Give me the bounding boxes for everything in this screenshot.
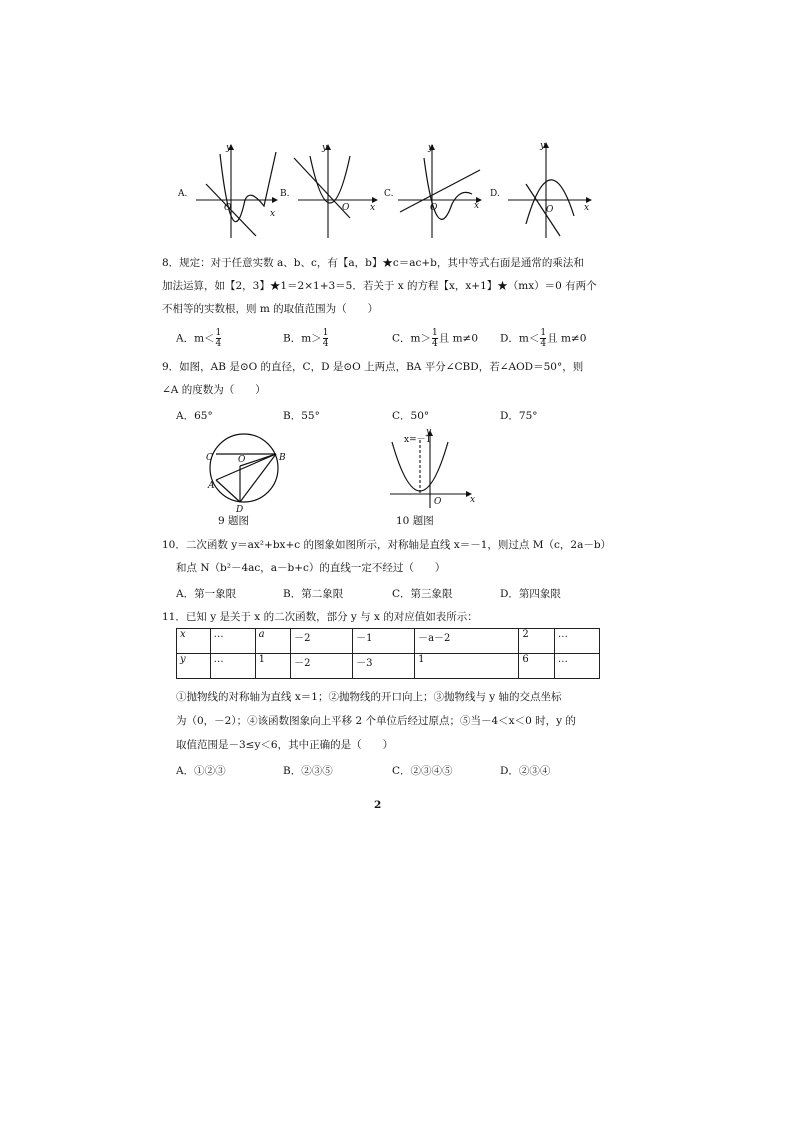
q10-option-d[interactable]: D．第四象限 xyxy=(500,588,561,600)
table-cell: … xyxy=(554,629,599,654)
q7-graph-b xyxy=(280,140,390,240)
table-cell: －2 xyxy=(291,629,353,654)
figure-9-caption: 9 题图 xyxy=(218,515,250,527)
q8-line-1: 8．规定：对于任意实数 a、b、c，有【a，b】★c＝ac+b，其中等式右面是通常的乘法和 xyxy=(162,257,584,269)
table-row xyxy=(177,654,600,679)
svg-text:x: x xyxy=(474,201,480,211)
svg-text:O: O xyxy=(546,205,554,215)
svg-text:O: O xyxy=(238,455,246,465)
svg-text:x=－1: x=－1 xyxy=(404,435,432,445)
svg-text:y: y xyxy=(428,143,434,153)
svg-text:O: O xyxy=(430,203,438,213)
value-table xyxy=(176,628,600,679)
svg-text:C: C xyxy=(206,453,213,463)
svg-text:D.: D. xyxy=(490,189,500,199)
svg-text:B: B xyxy=(279,453,286,463)
svg-text:B.: B. xyxy=(280,189,290,199)
svg-text:y: y xyxy=(226,143,232,153)
table-cell: … xyxy=(554,654,599,679)
table-cell: 1 xyxy=(255,654,290,679)
q8-line-2: 加法运算，如【2，3】★1＝2×1+3＝5．若关于 x 的方程【x，x+1】★（mx）＝0 有两个 xyxy=(162,280,597,292)
q8-option-a[interactable]: A．m＜ $\frac{1}{4}$ xyxy=(176,328,222,349)
figure-9-circle xyxy=(200,432,300,515)
svg-text:x: x xyxy=(470,495,476,505)
q11-option-a[interactable]: A．①②③ xyxy=(176,765,226,777)
table-cell: … xyxy=(210,654,255,679)
svg-text:A: A xyxy=(208,481,215,491)
table-cell: 6 xyxy=(519,654,554,679)
table-cell: x xyxy=(177,629,211,654)
q11-line-1: 11．已知 y 是关于 x 的二次函数，部分 y 与 x 的对应值如表所示： xyxy=(162,611,478,623)
q11-statement-2: 为（0，－2）；④该函数图象向上平移 2 个单位后经过原点；⑤当－4＜x＜0 时，y 的 xyxy=(176,715,576,727)
table-cell: －3 xyxy=(353,654,415,679)
table-cell: －1 xyxy=(353,629,415,654)
q9-option-a[interactable]: A．65° xyxy=(176,410,213,422)
q9-line-1: 9．如图，AB 是⊙O 的直径，C，D 是⊙O 上两点，BA 平分∠CBD，若∠AOD＝50°，则 xyxy=(162,361,584,373)
q11-option-c[interactable]: C．②③④⑤ xyxy=(392,765,453,777)
svg-text:O: O xyxy=(224,203,232,213)
figure-10-caption: 10 题图 xyxy=(396,515,434,527)
fraction: $\frac{1}{4}$ xyxy=(215,328,222,349)
fraction: $\frac{1}{4}$ xyxy=(432,328,438,349)
table-cell: y xyxy=(177,654,211,679)
q8-option-d[interactable]: D．m＜ $\frac{1}{4}$ 且 m≠0 xyxy=(500,328,587,349)
q9-option-b[interactable]: B．55° xyxy=(283,410,320,422)
q8-option-b[interactable]: B．m＞ $\frac{1}{4}$ xyxy=(283,328,329,349)
q10-option-a[interactable]: A．第一象限 xyxy=(176,588,237,600)
q10-option-b[interactable]: B．第二象限 xyxy=(283,588,344,600)
svg-text:D: D xyxy=(236,505,244,515)
svg-text:x: x xyxy=(370,203,376,213)
q11-statement-1: ①抛物线的对称轴为直线 x＝1；②抛物线的开口向上；③抛物线与 y 轴的交点坐标 xyxy=(176,691,562,703)
q7-graph-c xyxy=(384,140,494,240)
option-letter: A. xyxy=(178,189,188,199)
svg-text:O: O xyxy=(434,497,442,507)
q10-line-2: 和点 N（b²－4ac，a－b+c）的直线一定不经过（ ） xyxy=(176,562,446,574)
table-cell: －a－2 xyxy=(415,629,519,654)
table-cell: … xyxy=(210,629,255,654)
table-cell: －2 xyxy=(291,654,353,679)
q8-line-3: 不相等的实数根，则 m 的取值范围为（ ） xyxy=(162,303,379,315)
q9-line-2: ∠A 的度数为（ ） xyxy=(162,384,266,396)
q9-option-d[interactable]: D．75° xyxy=(500,410,538,422)
q9-option-c[interactable]: C．50° xyxy=(392,410,430,422)
svg-text:y: y xyxy=(540,141,546,151)
svg-text:x: x xyxy=(270,209,276,219)
q7-graph-a xyxy=(176,140,286,240)
q10-option-c[interactable]: C．第三象限 xyxy=(392,588,453,600)
q7-graph-d xyxy=(490,140,600,240)
table-cell: a xyxy=(255,629,290,654)
table-cell: 2 xyxy=(519,629,554,654)
table-cell: 1 xyxy=(415,654,519,679)
page-number: 2 xyxy=(374,799,382,811)
svg-text:x: x xyxy=(584,203,590,213)
svg-text:y: y xyxy=(426,427,432,437)
q8-option-c[interactable]: C．m＞ $\frac{1}{4}$ 且 m≠0 xyxy=(392,328,479,349)
figure-10-parabola xyxy=(386,428,486,510)
q11-option-b[interactable]: B．②③⑤ xyxy=(283,765,333,777)
svg-text:y: y xyxy=(322,143,328,153)
fraction: $\frac{1}{4}$ xyxy=(540,328,547,349)
svg-text:C.: C. xyxy=(384,189,394,199)
table-row xyxy=(177,629,600,654)
q11-statement-3: 取值范围是－3≤y＜6，其中正确的是（ ） xyxy=(176,739,394,751)
q11-option-d[interactable]: D．②③④ xyxy=(500,765,551,777)
svg-text:O: O xyxy=(342,203,350,213)
fraction: $\frac{1}{4}$ xyxy=(322,328,329,349)
q10-line-1: 10．二次函数 y＝ax²+bx+c 的图象如图所示，对称轴是直线 x＝－1，则过点 M（c，2a－b） xyxy=(162,539,612,551)
